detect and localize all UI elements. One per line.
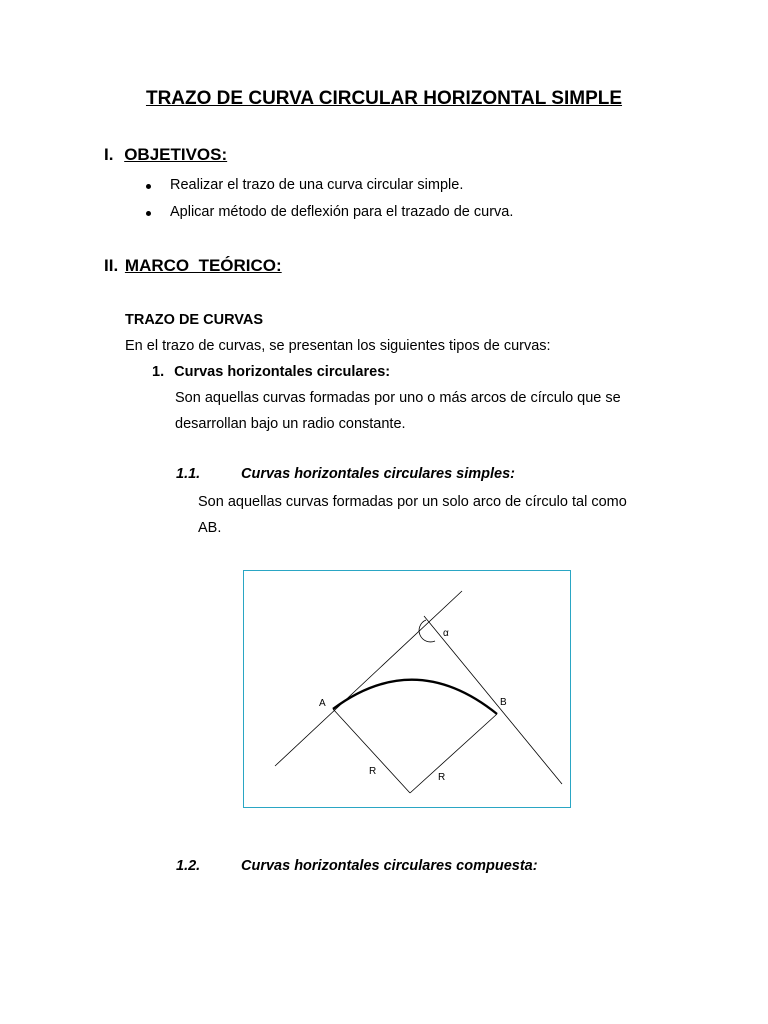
label-point-a: A: [319, 698, 326, 709]
section-2-number: II.: [104, 256, 119, 275]
curve-diagram-svg: [244, 571, 572, 809]
sub-1-2-title: Curvas horizontales circulares compuesta:: [241, 858, 538, 874]
sub-1-1-line-2: AB.: [198, 520, 222, 536]
sub-1-2-number: 1.2.: [176, 858, 201, 874]
item-1-title: Curvas horizontales circulares:: [174, 364, 391, 380]
section-1-title: OBJETIVOS:: [124, 145, 228, 164]
item-1-heading: [152, 364, 390, 380]
radius-line-b: [410, 714, 497, 793]
curve-diagram: [243, 570, 571, 808]
section-1-heading: [104, 145, 227, 165]
curve-arc-ab: [333, 680, 497, 714]
section-2-title: MARCO TEÓRICO:: [124, 256, 282, 275]
section-2-heading: [104, 256, 282, 276]
tangent-line-left: [275, 591, 462, 766]
label-radius-1: R: [369, 766, 377, 777]
subheading-trazo-curvas: TRAZO DE CURVAS: [125, 312, 264, 328]
item-1-number: 1.: [152, 364, 165, 380]
label-alpha: α: [443, 628, 449, 639]
objective-bullet-1: Realizar el trazo de una curva circular simple.: [170, 177, 464, 193]
objective-bullet-2: Aplicar método de deflexión para el trazado de curva.: [170, 204, 514, 220]
sub-1-1-line-1: Son aquellas curvas formadas por un solo arco de círculo tal como: [198, 494, 627, 510]
document-title: TRAZO DE CURVA CIRCULAR HORIZONTAL SIMPLE: [145, 88, 623, 109]
tangent-line-right: [424, 616, 562, 784]
sub-1-1-number: 1.1.: [176, 466, 201, 482]
intro-paragraph: En el trazo de curvas, se presentan los siguientes tipos de curvas:: [125, 338, 551, 354]
section-1-number: I.: [104, 145, 114, 164]
label-point-b: B: [500, 697, 507, 708]
sub-1-1-title: Curvas horizontales circulares simples:: [241, 466, 515, 482]
item-1-line-1: Son aquellas curvas formadas por uno o más arcos de círculo que se: [175, 390, 621, 406]
item-1-line-2: desarrollan bajo un radio constante.: [175, 416, 406, 432]
radius-line-a: [333, 709, 410, 793]
label-radius-2: R: [438, 772, 446, 783]
